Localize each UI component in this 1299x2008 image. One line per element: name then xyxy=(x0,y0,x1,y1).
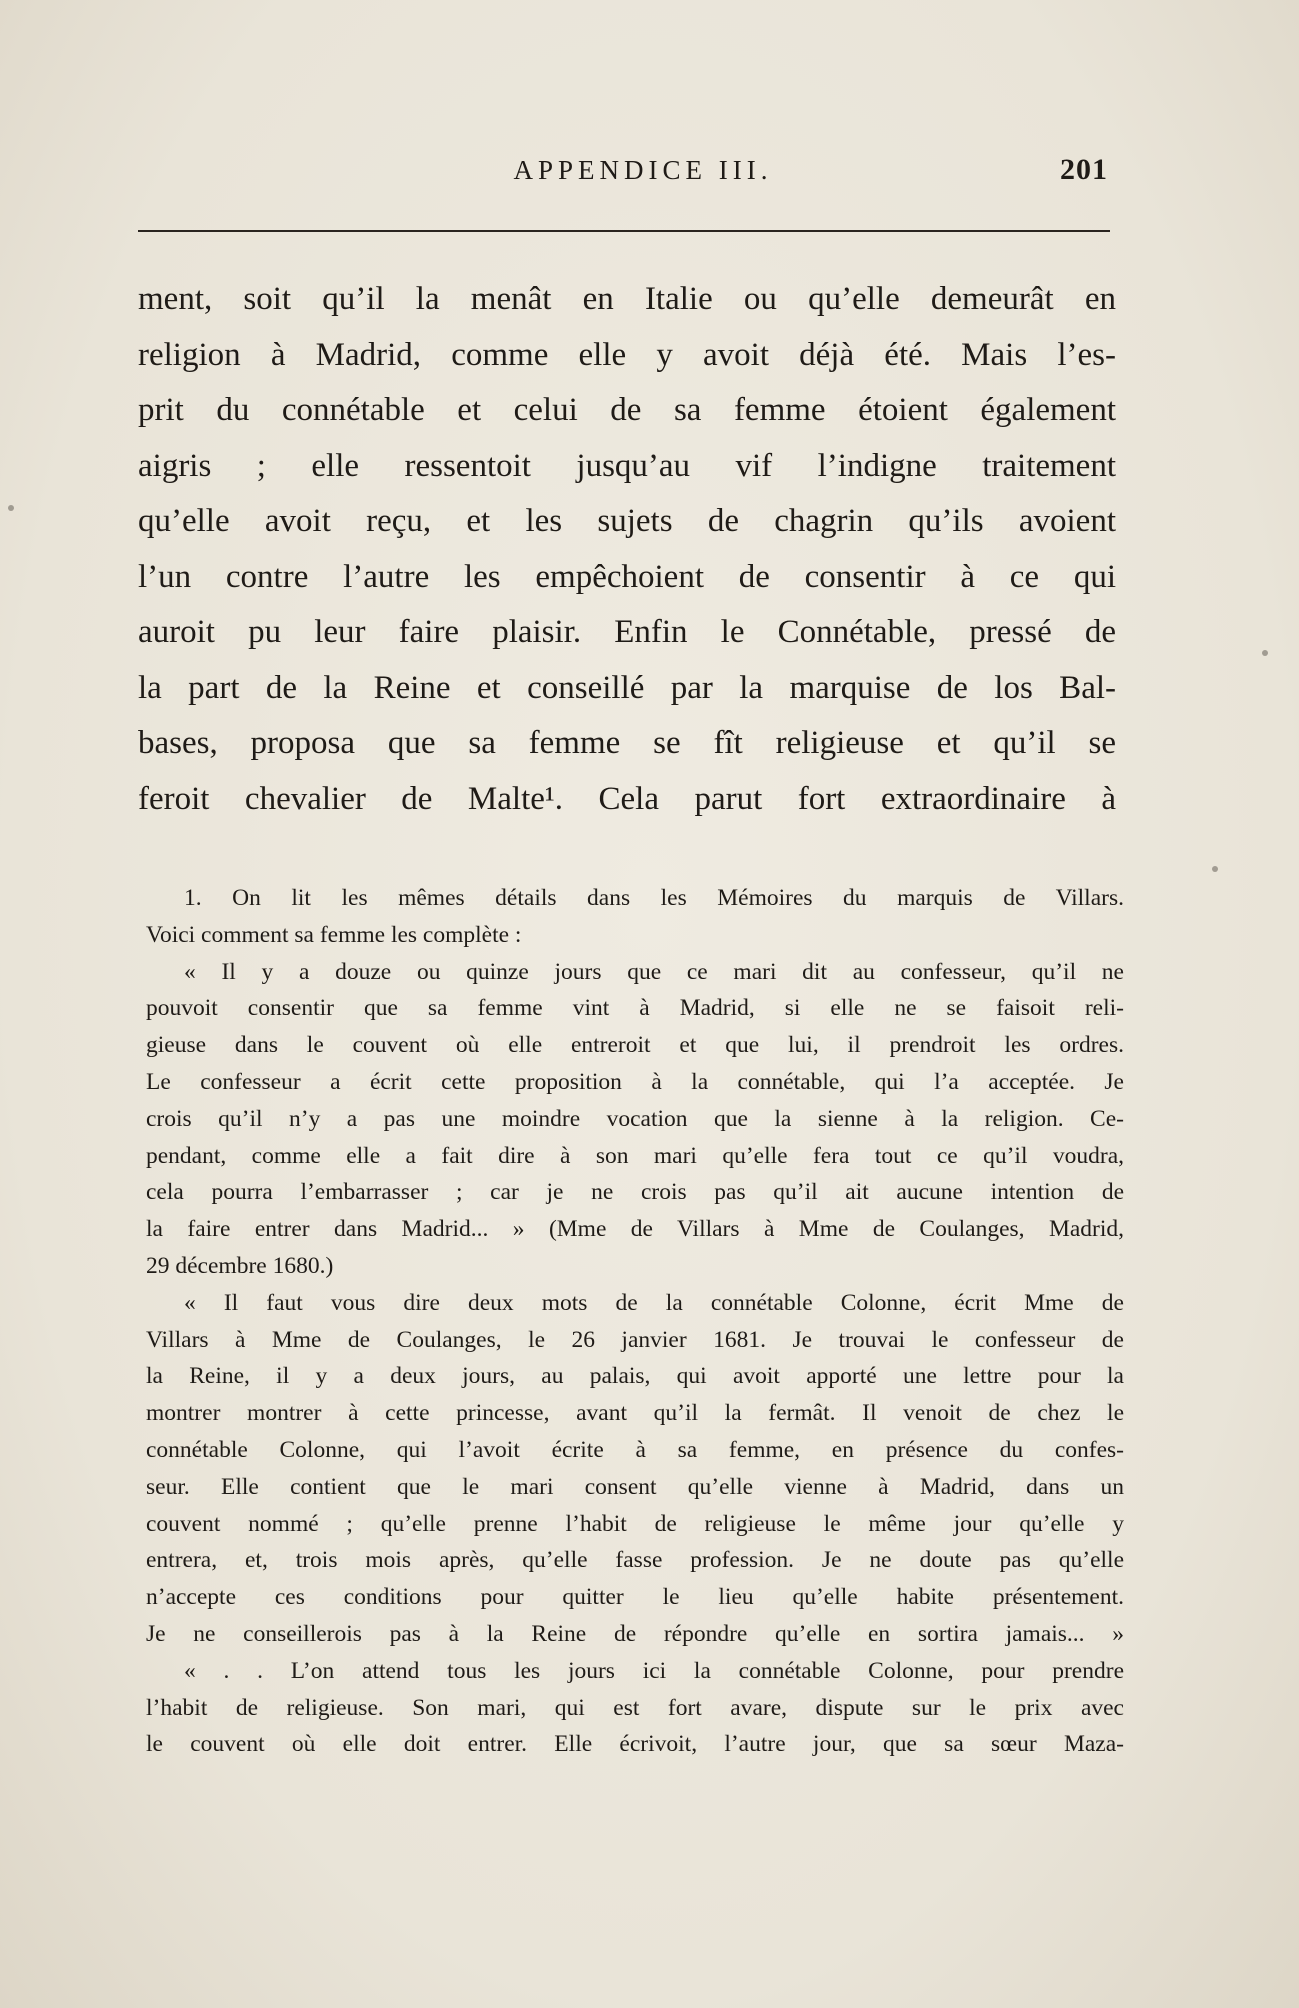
paper-speck xyxy=(1212,866,1218,872)
body-text-line: aigris ; elle ressentoit jusqu’au vif l’indigne traitement xyxy=(138,447,1116,484)
footnote-line: Je ne conseillerois pas à la Reine de répondre qu’elle en sortira jamais... » xyxy=(146,1620,1124,1647)
footnote-line: 29 décembre 1680.) xyxy=(146,1252,334,1279)
footnote-line: « Il faut vous dire deux mots de la connétable Colonne, écrit Mme de xyxy=(184,1289,1124,1316)
paper-speck xyxy=(8,505,14,511)
footnote-line: montrer montrer à cette princesse, avant qu’il la fermât. Il venoit de chez le xyxy=(146,1400,1124,1427)
footnote-line: Le confesseur a écrit cette proposition à la connétable, qui l’a acceptée. Je xyxy=(146,1068,1124,1095)
header-rule xyxy=(138,230,1110,232)
footnote-line: couvent nommé ; qu’elle prenne l’habit de religieuse le même jour qu’elle y xyxy=(146,1510,1124,1537)
body-text-line: bases, proposa que sa femme se fît religieuse et qu’il se xyxy=(138,725,1116,761)
footnote-line: 1. On lit les mêmes détails dans les Mémoires du marquis de Villars. xyxy=(184,885,1124,911)
footnotes xyxy=(146,880,1124,1763)
body-text-line: auroit pu leur faire plaisir. Enfin le Connétable, pressé de xyxy=(138,614,1116,650)
body-text-line: l’un contre l’autre les empêchoient de consentir à ce qui xyxy=(138,558,1116,595)
footnote-line: « . . L’on attend tous les jours ici la connétable Colonne, pour prendre xyxy=(184,1657,1124,1684)
footnote-line: « Il y a douze ou quinze jours que ce mari dit au confesseur, qu’il ne xyxy=(184,958,1124,985)
footnote-line: pendant, comme elle a fait dire à son mari qu’elle fera tout ce qu’il voudra, xyxy=(146,1142,1124,1169)
running-title: APPENDICE III. xyxy=(513,155,773,185)
body-text-line: feroit chevalier de Malte¹. Cela parut fort extraordinaire à xyxy=(138,780,1116,817)
body-text-line: ment, soit qu’il la menât en Italie ou qu’elle demeurât en xyxy=(138,281,1116,317)
page-number: 201 xyxy=(1060,153,1108,186)
main-text xyxy=(138,272,1116,827)
footnote-line: cela pourra l’embarrasser ; car je ne crois pas qu’il ait aucune intention de xyxy=(146,1179,1124,1206)
footnote-line: le couvent où elle doit entrer. Elle écrivoit, l’autre jour, que sa sœur Maza- xyxy=(146,1731,1124,1758)
footnote-line: gieuse dans le couvent où elle entreroit et que lui, il prendroit les ordres. xyxy=(146,1032,1124,1059)
body-text-line: religion à Madrid, comme elle y avoit déjà été. Mais l’es- xyxy=(138,336,1116,373)
footnote-line: connétable Colonne, qui l’avoit écrite à sa femme, en présence du confes- xyxy=(146,1436,1124,1463)
body-text-line: prit du connétable et celui de sa femme étoient également xyxy=(138,392,1116,428)
footnote-line: l’habit de religieuse. Son mari, qui est fort avare, dispute sur le prix avec xyxy=(146,1694,1124,1721)
footnote-line: pouvoit consentir que sa femme vint à Madrid, si elle ne se faisoit reli- xyxy=(146,995,1124,1022)
footnote-line: la faire entrer dans Madrid... » (Mme de Villars à Mme de Coulanges, Madrid, xyxy=(146,1216,1124,1243)
footnote-line: n’accepte ces conditions pour quitter le lieu qu’elle habite présentement. xyxy=(146,1584,1124,1611)
paper-speck xyxy=(1262,650,1268,656)
body-text-line: qu’elle avoit reçu, et les sujets de chagrin qu’ils avoient xyxy=(138,503,1116,539)
page-header xyxy=(138,155,1108,195)
footnote-line: entrera, et, trois mois après, qu’elle fasse profession. Je ne doute pas qu’elle xyxy=(146,1547,1124,1574)
footnote-line: la Reine, il y a deux jours, au palais, qui avoit apporté une lettre pour la xyxy=(146,1363,1124,1390)
footnote-line: Voici comment sa femme les complète : xyxy=(146,921,522,948)
footnote-line: crois qu’il n’y a pas une moindre vocation que la sienne à la religion. Ce- xyxy=(146,1105,1124,1132)
footnote-line: seur. Elle contient que le mari consent qu’elle vienne à Madrid, dans un xyxy=(146,1473,1124,1500)
footnote-line: Villars à Mme de Coulanges, le 26 janvier 1681. Je trouvai le confesseur de xyxy=(146,1326,1124,1353)
body-text-line: la part de la Reine et conseillé par la marquise de los Bal- xyxy=(138,669,1116,706)
